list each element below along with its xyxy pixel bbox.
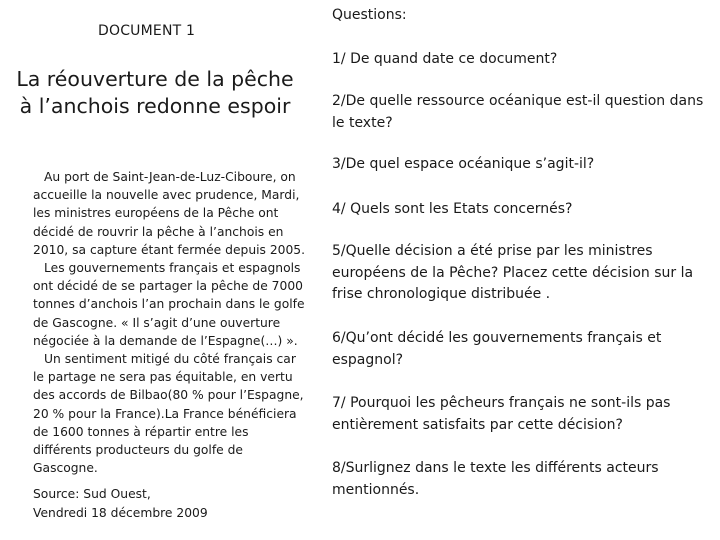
question-1: 1/ De quand date ce document? — [332, 51, 558, 67]
article-paragraph: Un sentiment mitigé du côté français car le partage ne sera pas équitable, en vertu des accords de Bilbao(80 % pour l’Espagne, 20 % pour la France).La France bénéficiera de 1600 tonnes à répartir entre les différents producteurs du golfe de Gascogne. — [33, 352, 304, 476]
questions-heading: Questions: — [332, 7, 407, 23]
questions-panel — [332, 0, 717, 540]
question-5: 5/Quelle décision a été prise par les ministres européens de la Pêche? Placez cette décision sur la frise chronologique distribuée . — [332, 243, 694, 302]
article-source — [33, 485, 308, 522]
article-body — [33, 168, 308, 477]
question-7: 7/ Pourquoi les pêcheurs français ne sont-ils pas entièrement satisfaits par cette décision? — [332, 395, 671, 433]
article-title: La réouverture de la pêche à l’anchois redonne espoir — [16, 67, 294, 118]
document-panel — [0, 0, 320, 540]
article-paragraph: Les gouvernements français et espagnols ont décidé de se partager la pêche de 7000 tonnes d’anchois l’an prochain dans le golfe de Gascogne. « Il s’agit d’une ouverture négociée à la demande de l’Espagne(…) ». — [33, 261, 305, 348]
question-8: 8/Surlignez dans le texte les différents acteurs mentionnés. — [332, 460, 659, 498]
question-4: 4/ Quels sont les Etats concernés? — [332, 201, 573, 217]
source-line: Source: Sud Ouest, — [33, 487, 151, 501]
document-label: DOCUMENT 1 — [98, 23, 196, 39]
question-3: 3/De quel espace océanique s’agit-il? — [332, 156, 595, 172]
question-2: 2/De quelle ressource océanique est-il question dans le texte? — [332, 93, 704, 131]
source-date: Vendredi 18 décembre 2009 — [33, 505, 208, 520]
article-paragraph: Au port de Saint-Jean-de-Luz-Ciboure, on accueille la nouvelle avec prudence, Mardi, les ministres européens de la Pêche ont décidé de rouvrir la pêche à l’anchois en 2010, sa capture étant fermée depuis 2005. — [33, 170, 306, 257]
question-6: 6/Qu’ont décidé les gouvernements français et espagnol? — [332, 330, 662, 368]
